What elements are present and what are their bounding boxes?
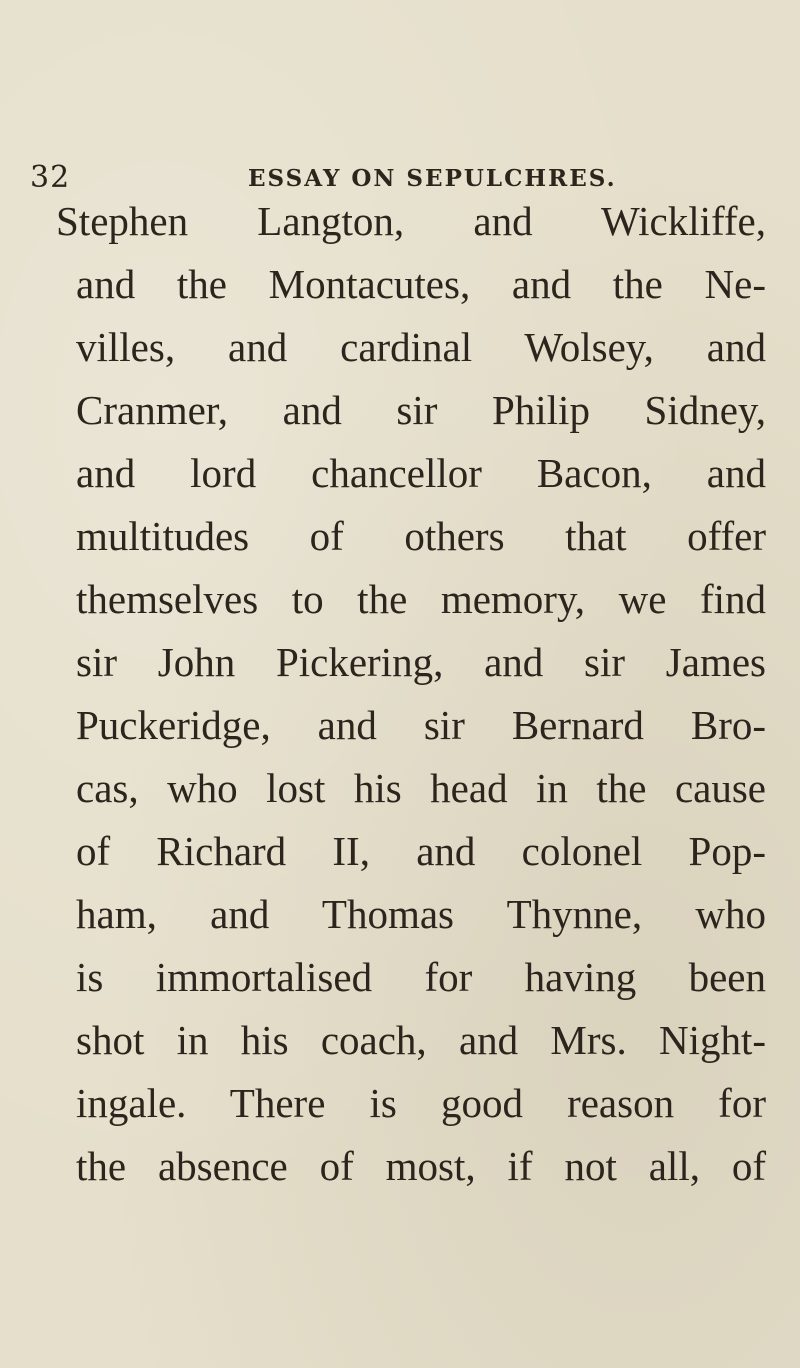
text-line: the absence of most, if not all, of [76,1143,766,1189]
page-number: 32 [30,160,71,195]
text-line: Cranmer, and sir Philip Sidney, [76,387,766,433]
text-line: and lord chancellor Bacon, and [76,450,766,496]
text-line: cas, who lost his head in the cause [76,765,766,811]
text-line: Stephen Langton, and Wickliffe, [56,198,766,244]
text-line: sir John Pickering, and sir James [76,639,766,685]
text-line: is immortalised for having been [76,954,766,1000]
text-line: themselves to the memory, we find [76,576,766,622]
text-line: of Richard II, and colonel Pop- [76,828,766,874]
text-line: ham, and Thomas Thynne, who [76,891,766,937]
text-line: shot in his coach, and Mrs. Night- [76,1017,766,1063]
page-header [0,158,800,198]
text-line: multitudes of others that offer [76,513,766,559]
running-head: ESSAY ON SEPULCHRES. [248,165,617,192]
text-line: ingale. There is good reason for [76,1080,766,1126]
text-line: villes, and cardinal Wolsey, and [76,324,766,370]
text-line: Puckeridge, and sir Bernard Bro- [76,702,766,748]
text-line: and the Montacutes, and the Ne- [76,261,766,307]
